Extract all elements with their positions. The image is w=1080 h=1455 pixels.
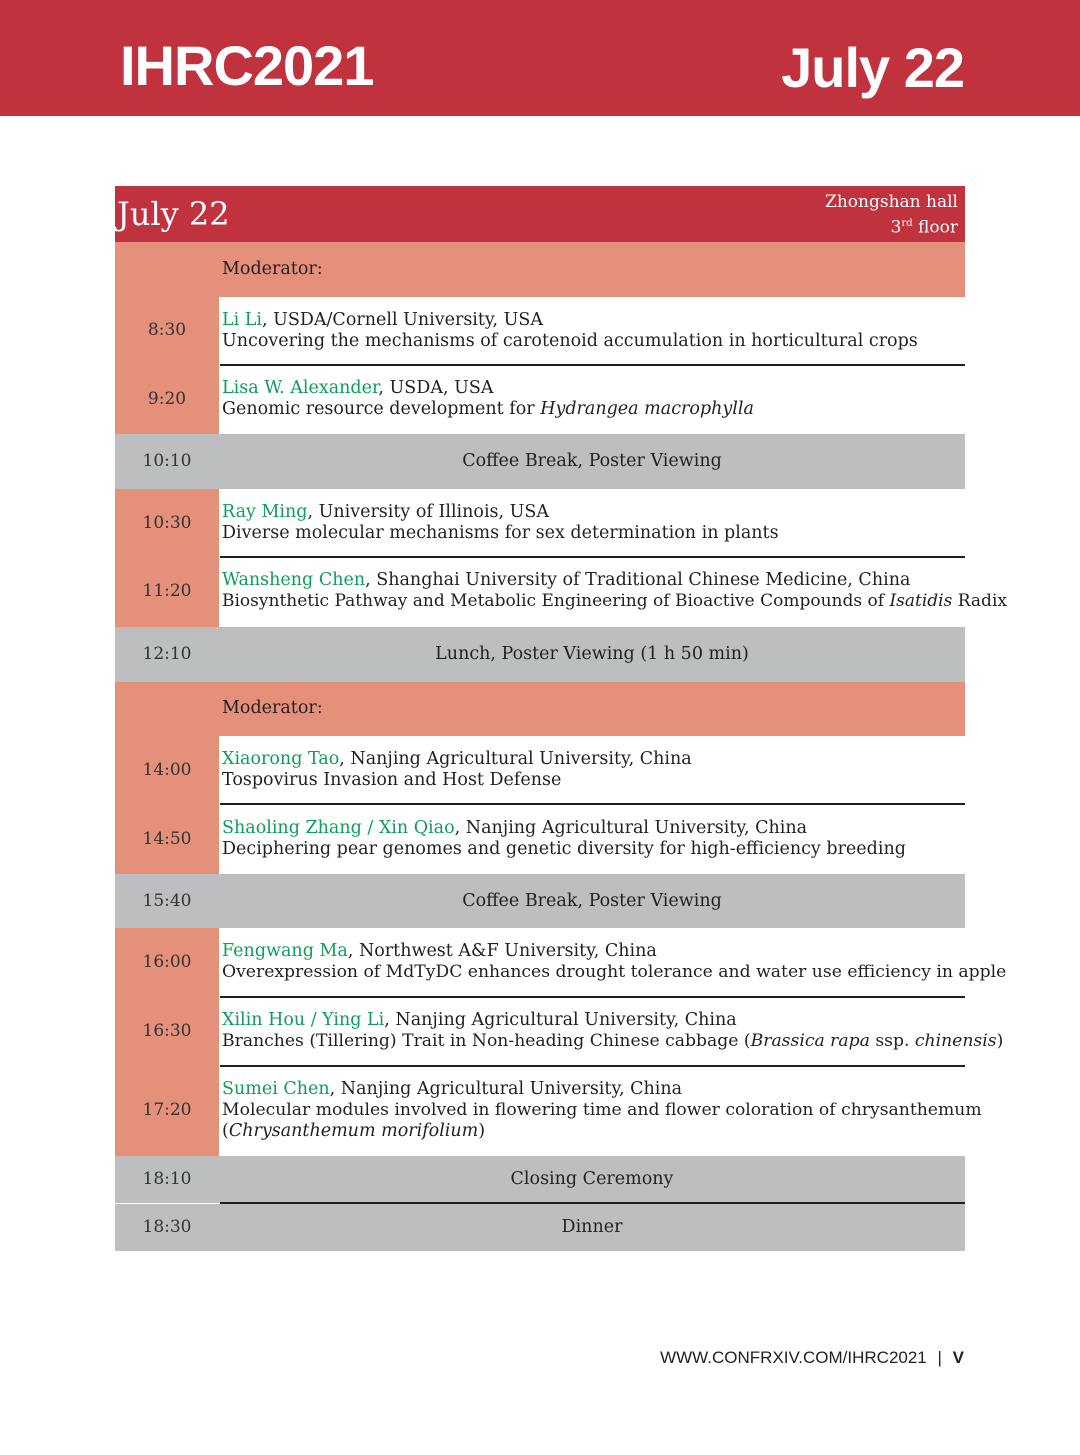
dinner-time: 18:30: [142, 1217, 192, 1237]
talk-time: 10:30: [142, 513, 192, 533]
page-number: V: [952, 1348, 964, 1367]
talk-time: 9:20: [147, 389, 187, 409]
moderator-label: Moderator:: [222, 259, 323, 279]
conference-name: IHRC2021: [120, 34, 374, 97]
talk-title: Deciphering pear genomes and genetic diversity for high-efficiency breeding: [222, 839, 906, 859]
moderator-label: Moderator:: [222, 698, 323, 718]
footer-url: WWW.CONFRXIV.COM/IHRC2021: [660, 1348, 927, 1367]
speaker-name: Wansheng Chen: [222, 570, 366, 590]
talk-time: 14:50: [142, 829, 192, 849]
speaker-name: Shaoling Zhang / Xin Qiao: [222, 818, 455, 838]
talk-time: 16:00: [142, 952, 192, 972]
talk-row: [115, 1067, 982, 1156]
break-time: 15:40: [142, 891, 192, 911]
schedule-day: July 22: [117, 195, 230, 233]
speaker-name: Sumei Chen: [222, 1079, 330, 1099]
banner-date: July 22: [781, 36, 964, 99]
speaker-affiliation: , University of Illinois, USA: [307, 502, 550, 522]
talk-details: [222, 941, 1007, 983]
talk-row: [115, 998, 1004, 1065]
talk-time: 14:00: [142, 760, 192, 780]
talk-title: Branches (Tillering) Trait in Non-heading Chinese cabbage (Brassica rapa ssp. chinensis): [222, 1031, 1004, 1051]
talk-details: [222, 818, 960, 860]
dinner-label: Dinner: [561, 1217, 623, 1237]
talk-row: [115, 366, 965, 434]
closing-time: 18:10: [142, 1169, 192, 1189]
speaker-name: Xilin Hou / Ying Li: [222, 1010, 385, 1030]
speaker-name: Ray Ming: [222, 502, 308, 522]
break-row: [115, 627, 965, 682]
talk-time: 8:30: [147, 320, 187, 340]
talk-details: [222, 378, 960, 420]
venue-hall: Zhongshan hall: [825, 192, 958, 212]
break-time: 10:10: [142, 451, 192, 471]
speaker-name: Fengwang Ma: [222, 941, 348, 961]
speaker-affiliation: , USDA, USA: [378, 378, 494, 398]
talk-details: [222, 1079, 982, 1142]
talk-details: [222, 310, 960, 352]
break-label: Lunch, Poster Viewing (1 h 50 min): [435, 644, 749, 664]
break-row: [115, 434, 965, 489]
closing-label: Closing Ceremony: [510, 1169, 674, 1189]
venue-floor: 3rd floor: [890, 217, 958, 238]
break-label: Coffee Break, Poster Viewing: [462, 891, 722, 911]
top-banner: [0, 0, 1080, 116]
talk-details: [222, 1010, 1004, 1052]
speaker-affiliation: , Nanjing Agricultural University, China: [329, 1079, 683, 1099]
speaker-name: Li Li: [222, 310, 262, 330]
page-footer: [660, 1348, 964, 1368]
talk-title: Diverse molecular mechanisms for sex determination in plants: [222, 523, 779, 543]
talk-title: Molecular modules involved in flowering time and flower coloration of chrysanthemum: [222, 1100, 982, 1120]
talk-title: Biosynthetic Pathway and Metabolic Engineering of Bioactive Compounds of Isatidis Radix: [222, 591, 1007, 611]
talk-time: 16:30: [142, 1021, 192, 1041]
speaker-affiliation: , Nanjing Agricultural University, China: [339, 749, 692, 769]
break-label: Coffee Break, Poster Viewing: [462, 451, 722, 471]
footer-separator: |: [937, 1348, 942, 1367]
talk-title: Uncovering the mechanisms of carotenoid accumulation in horticultural crops: [222, 331, 918, 351]
talk-title: Genomic resource development for Hydrangea macrophylla: [222, 399, 754, 419]
talk-row: [115, 736, 965, 804]
break-row: [115, 874, 965, 928]
talk-details: [222, 749, 960, 791]
closing-row: [115, 1156, 965, 1203]
speaker-name: Lisa W. Alexander: [222, 378, 379, 398]
speaker-name: Xiaorong Tao: [222, 749, 340, 769]
speaker-affiliation: , Northwest A&F University, China: [347, 941, 657, 961]
speaker-affiliation: , USDA/Cornell University, USA: [262, 310, 543, 330]
talk-time: 11:20: [142, 581, 192, 601]
speaker-affiliation: , Shanghai University of Traditional Chinese Medicine, China: [365, 570, 911, 590]
talk-details: [222, 570, 1007, 612]
talk-row: [115, 805, 965, 874]
talk-row: [115, 928, 1007, 996]
speaker-affiliation: , Nanjing Agricultural University, China: [454, 818, 808, 838]
venue: [825, 192, 958, 239]
talk-title: Overexpression of MdTyDC enhances drought tolerance and water use efficiency in apple: [222, 962, 1007, 982]
talk-title: Tospovirus Invasion and Host Defense: [222, 770, 562, 790]
talk-row: [115, 558, 1007, 627]
moderator-row-1: [115, 242, 965, 297]
talk-row: [115, 489, 965, 557]
talk-title-species: (Chrysanthemum morifolium): [222, 1121, 486, 1141]
speaker-affiliation: , Nanjing Agricultural University, China: [384, 1010, 737, 1030]
talk-row: [115, 297, 965, 365]
talk-details: [222, 502, 960, 544]
dinner-row: [115, 1204, 965, 1251]
talk-time: 17:20: [142, 1100, 192, 1120]
break-time: 12:10: [142, 644, 192, 664]
schedule-header: [115, 186, 965, 242]
moderator-row-2: [115, 682, 965, 736]
